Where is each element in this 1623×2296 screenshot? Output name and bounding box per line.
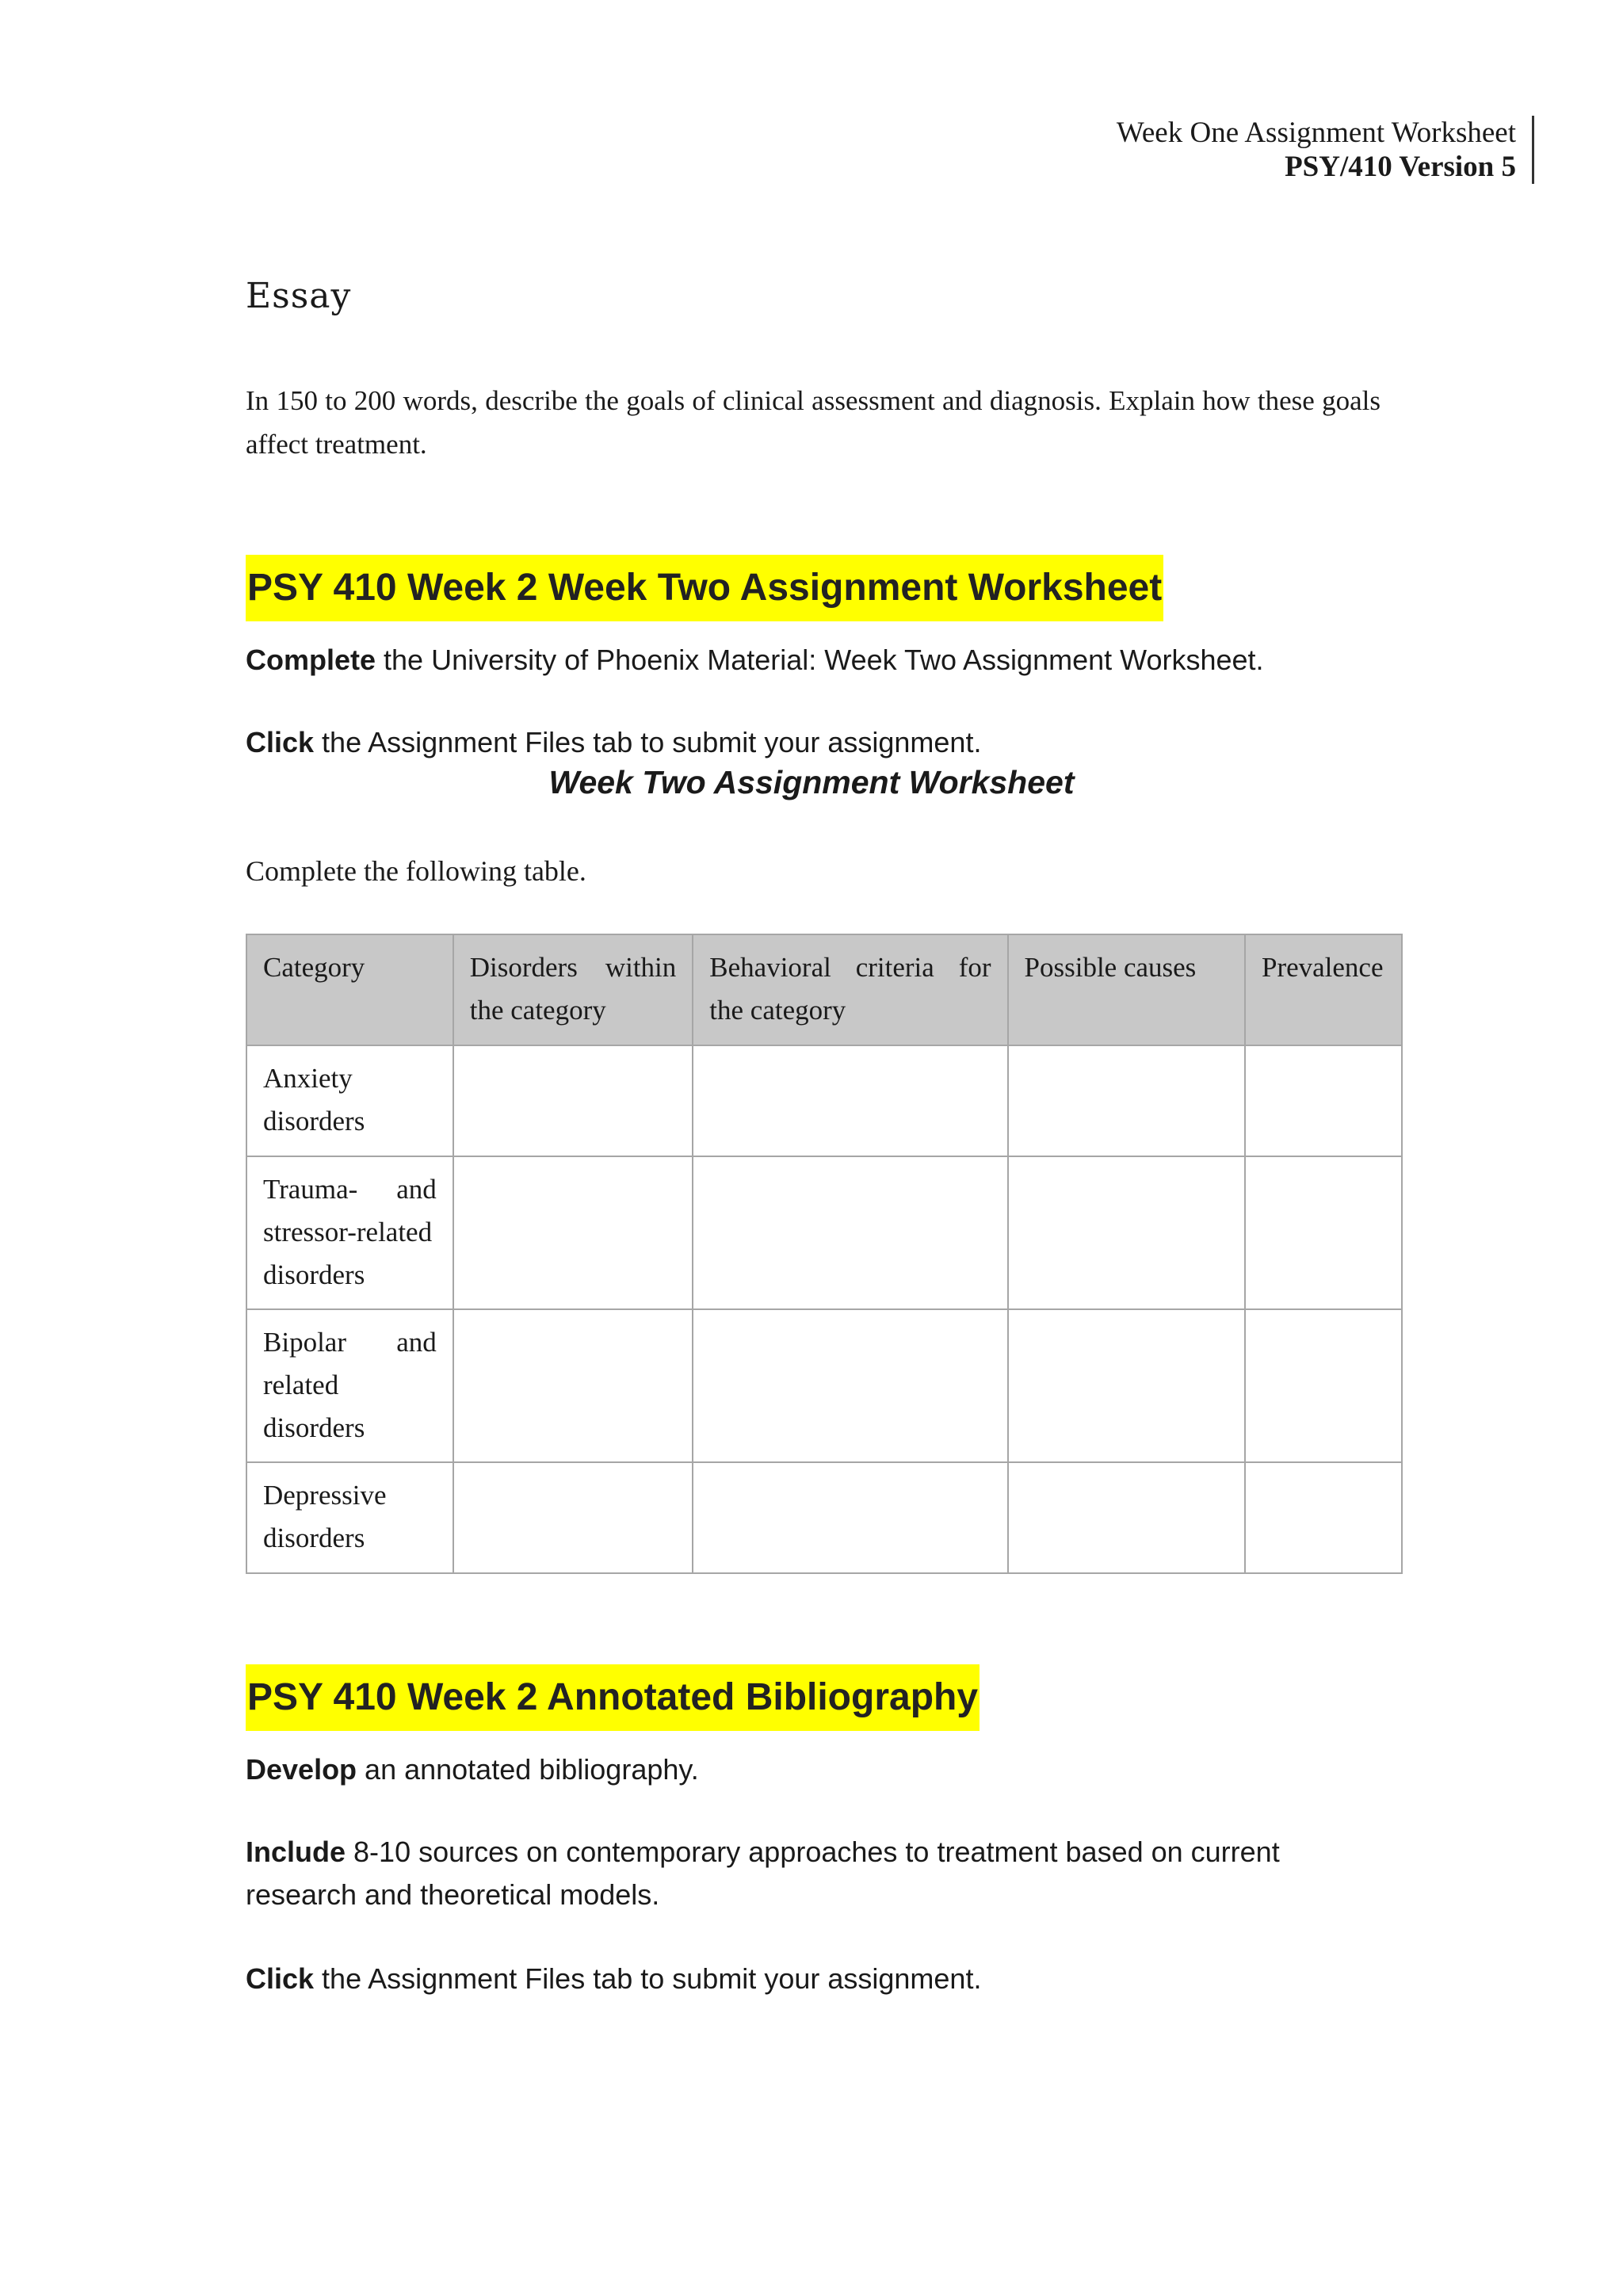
table-row — [246, 1462, 1402, 1573]
paragraph-text: an annotated bibliography. — [357, 1753, 699, 1786]
column-header: Possible causes — [1008, 934, 1245, 1045]
table-cell[interactable] — [693, 1045, 1007, 1156]
column-header: Category — [246, 934, 453, 1045]
paragraph-text: the Assignment Files tab to submit your assignment. — [314, 726, 982, 758]
header-title: Week One Assignment Worksheet — [1116, 117, 1516, 149]
table-lead: Complete the following table. — [246, 855, 586, 887]
column-header: Behavioral criteria for the category — [693, 934, 1007, 1045]
table-cell[interactable] — [453, 1309, 693, 1462]
category-cell: Trauma- and stressor-related disorders — [246, 1156, 453, 1309]
worksheet-title: Week Two Assignment Worksheet — [548, 764, 1075, 800]
paragraph-click — [246, 721, 1387, 764]
bold-verb: Include — [246, 1836, 346, 1868]
table-cell[interactable] — [1245, 1045, 1402, 1156]
table-row — [246, 1045, 1402, 1156]
paragraph-text: the University of Phoenix Material: Week Two Assignment Worksheet. — [376, 644, 1264, 676]
table-cell[interactable] — [693, 1309, 1007, 1462]
paragraph-text: the Assignment Files tab to submit your assignment. — [314, 1962, 982, 1995]
category-cell: Anxiety disorders — [246, 1045, 453, 1156]
table-cell[interactable] — [1008, 1309, 1245, 1462]
table-cell[interactable] — [453, 1156, 693, 1309]
table-cell[interactable] — [693, 1156, 1007, 1309]
column-header: Prevalence — [1245, 934, 1402, 1045]
category-cell: Bipolar and related disorders — [246, 1309, 453, 1462]
table-cell[interactable] — [453, 1045, 693, 1156]
bold-verb: Complete — [246, 644, 376, 676]
essay-heading: Essay — [246, 276, 352, 316]
paragraph-complete — [246, 639, 1387, 682]
category-cell: Depressive disorders — [246, 1462, 453, 1573]
running-header — [1117, 116, 1534, 184]
table-cell[interactable] — [693, 1462, 1007, 1573]
paragraph-text: 8-10 sources on contemporary approaches to treatment based on current research and theoretical models. — [246, 1836, 1280, 1911]
worksheet-table — [246, 934, 1403, 1574]
bold-verb: Develop — [246, 1753, 357, 1786]
column-header: Disorders within the category — [453, 934, 693, 1045]
table-row — [246, 1156, 1402, 1309]
paragraph-include — [246, 1831, 1339, 1916]
header-subtitle: PSY/410 Version 5 — [1285, 151, 1516, 183]
table-header-row — [246, 934, 1402, 1045]
section-heading-bibliography: PSY 410 Week 2 Annotated Bibliography — [246, 1664, 980, 1731]
bold-verb: Click — [246, 726, 315, 758]
table-row — [246, 1309, 1402, 1462]
section-heading-worksheet: PSY 410 Week 2 Week Two Assignment Worksheet — [246, 555, 1163, 621]
paragraph-develop — [246, 1748, 1387, 1791]
table-cell[interactable] — [1008, 1156, 1245, 1309]
table-cell[interactable] — [1245, 1156, 1402, 1309]
essay-instructions: In 150 to 200 words, describe the goals of clinical assessment and diagnosis. Explain how these goals affect treatment. — [246, 385, 1381, 460]
table-cell[interactable] — [1008, 1045, 1245, 1156]
table-cell[interactable] — [1245, 1309, 1402, 1462]
paragraph-click-submit — [246, 1958, 1387, 2000]
table-cell[interactable] — [453, 1462, 693, 1573]
table-cell[interactable] — [1245, 1462, 1402, 1573]
table-cell[interactable] — [1008, 1462, 1245, 1573]
bold-verb: Click — [246, 1962, 315, 1995]
